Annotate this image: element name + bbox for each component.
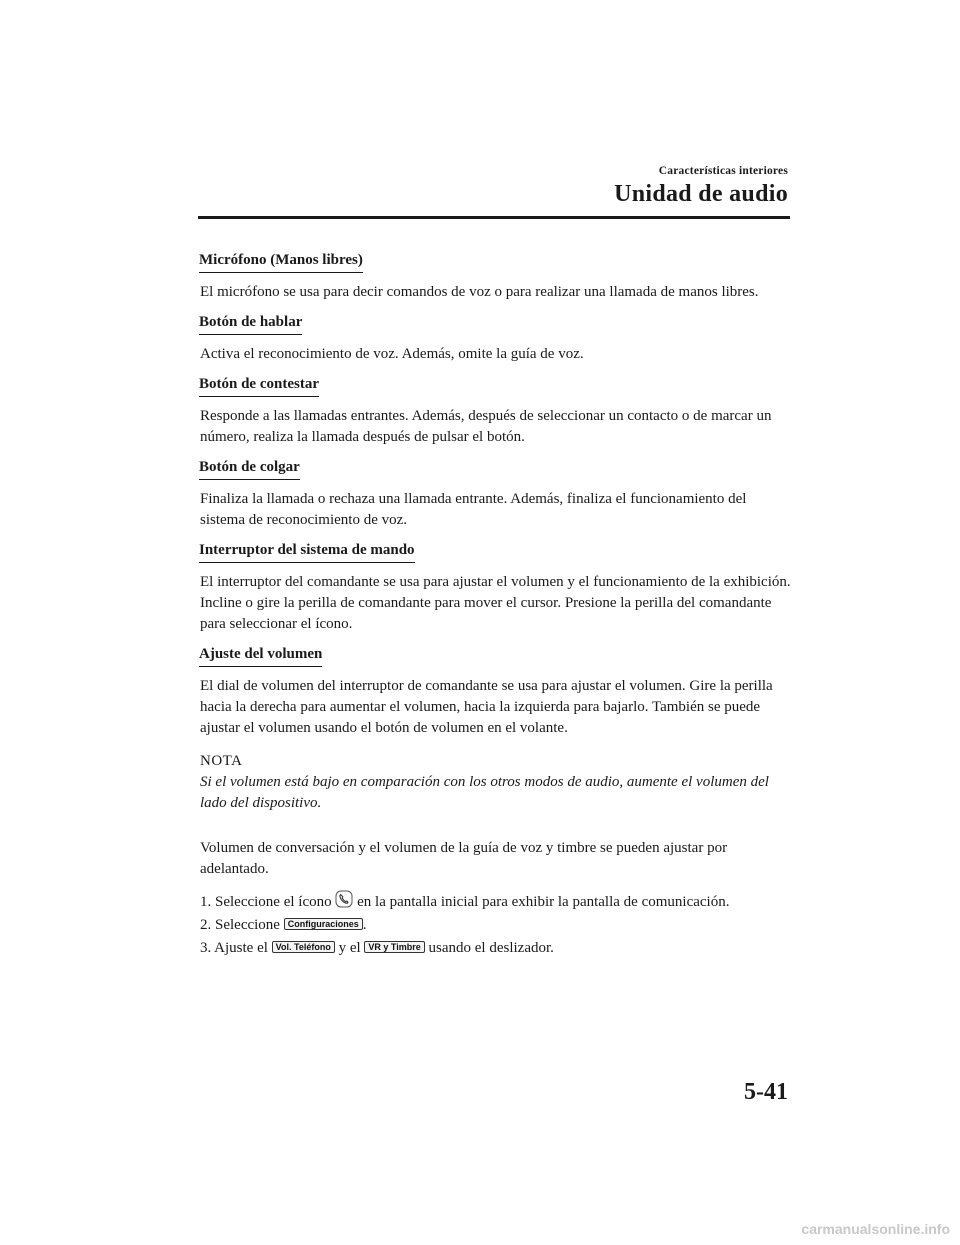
section-text: El micrófono se usa para decir comandos de voz o para realizar una llamada de manos libres. (200, 284, 759, 300)
section-heading: Interruptor del sistema de mando (199, 540, 415, 563)
header-divider (198, 216, 790, 219)
page-title: Unidad de audio (614, 181, 788, 207)
step-text: 1. Seleccione el ícono (200, 894, 336, 910)
page-content (200, 250, 792, 961)
step-text: . (362, 917, 367, 933)
step-text: en la pantalla inicial para exhibir la pantalla de comunicación. (353, 894, 730, 910)
section-heading: Micrófono (Manos libres) (199, 250, 363, 273)
page-number: 5-41 (744, 1079, 788, 1105)
step-item (200, 938, 792, 959)
section-ajuste-volumen (200, 644, 792, 739)
section-microfono (200, 250, 792, 303)
watermark: carmanualsonline.info (801, 1221, 950, 1237)
closing-paragraph: Volumen de conversación y el volumen de la guía de voz y timbre se pueden ajustar por adelantado. (200, 840, 728, 877)
nota-label: NOTA (200, 753, 243, 769)
nota-block (200, 751, 792, 814)
step-text: y el (334, 940, 365, 956)
section-text: El interruptor del comandante se usa para ajustar el volumen y el funcionamiento de la exhibición. Incline o gire la perilla de comandante para mover el cursor. Presione la perilla del comandante para seleccionar el ícono. (200, 574, 791, 632)
step-text: usando el deslizador. (424, 940, 554, 956)
steps-list (200, 890, 792, 959)
step-text: 3. Ajuste el (200, 940, 272, 956)
section-interruptor (200, 540, 792, 635)
vr-timbre-button-image: VR y Timbre (364, 941, 424, 953)
section-heading: Ajuste del volumen (199, 644, 322, 667)
section-heading: Botón de contestar (199, 374, 319, 397)
section-heading: Botón de colgar (199, 457, 300, 480)
step-item (200, 915, 792, 936)
section-heading: Botón de hablar (199, 312, 302, 335)
section-text: Finaliza la llamada o rechaza una llamada entrante. Además, finaliza el funcionamiento del sistema de reconocimiento de voz. (200, 491, 747, 528)
nota-text: Si el volumen está bajo en comparación con los otros modos de audio, aumente el volumen del lado del dispositivo. (200, 774, 769, 811)
section-text: Activa el reconocimiento de voz. Además, omite la guía de voz. (200, 346, 584, 362)
phone-icon (335, 890, 353, 908)
section-boton-contestar (200, 374, 792, 448)
section-text: El dial de volumen del interruptor de comandante se usa para ajustar el volumen. Gire la perilla hacia la derecha para aumentar el volumen, hacia la izquierda para bajarlo. También se puede ajustar el volumen usando el botón de volumen en el volante. (200, 678, 773, 736)
step-text: 2. Seleccione (200, 917, 284, 933)
configuraciones-button-image: Configuraciones (284, 918, 363, 930)
section-boton-hablar (200, 312, 792, 365)
chapter-subtitle: Características interiores (658, 165, 788, 177)
section-boton-colgar (200, 457, 792, 531)
step-item (200, 890, 792, 913)
section-text: Responde a las llamadas entrantes. Además, después de seleccionar un contacto o de marcar un número, realiza la llamada después de pulsar el botón. (200, 408, 772, 445)
vol-telefono-button-image: Vol. Teléfono (272, 941, 335, 953)
